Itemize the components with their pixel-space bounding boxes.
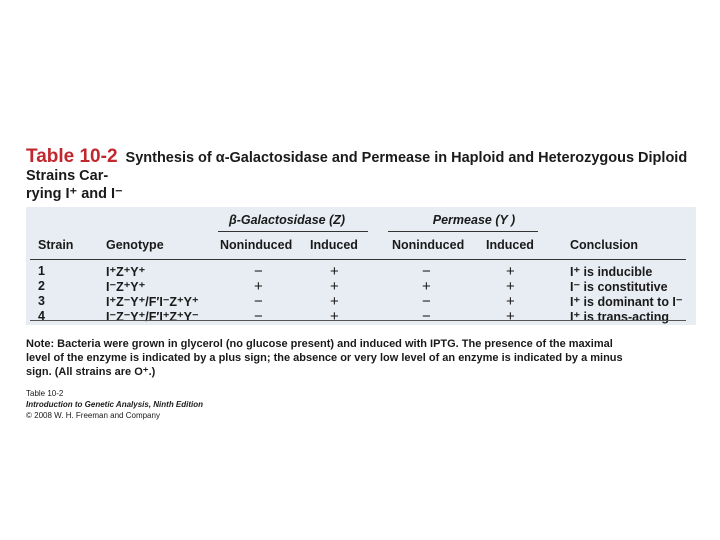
caption-text-line1: Synthesis of α-Galactosidase and Permease in Haploid and Heterozygous Diploid Strains Car- xyxy=(26,150,688,184)
group-rule-permease xyxy=(388,231,538,232)
cell-perm-noninduced: + xyxy=(422,278,431,295)
group-rule-galactosidase xyxy=(218,231,368,232)
cell-strain: 2 xyxy=(38,279,45,293)
cell-genotype: I⁻Z⁻Y⁺/F′I⁺Z⁺Y⁻ xyxy=(106,310,199,324)
source-credit xyxy=(26,388,696,421)
cell-perm-induced: + xyxy=(506,263,515,280)
table-row xyxy=(26,294,696,309)
col-header-genotype: Genotype xyxy=(106,238,164,252)
cell-conclusion: I⁺ is inducible xyxy=(570,265,653,279)
table-number: Table 10-2 xyxy=(26,146,118,167)
cell-gal-noninduced: + xyxy=(254,278,263,295)
cell-strain: 1 xyxy=(38,264,45,278)
cell-perm-noninduced: − xyxy=(422,308,431,325)
col-header-conclusion: Conclusion xyxy=(570,238,639,252)
cell-conclusion: I⁻ is constitutive xyxy=(570,280,668,294)
header-row xyxy=(26,238,696,258)
group-header-galactosidase: β-Galactosidase (Z) xyxy=(228,213,346,227)
cell-gal-induced: + xyxy=(330,308,339,325)
cell-gal-noninduced: − xyxy=(254,293,263,310)
table-row xyxy=(26,309,696,324)
col-header-gal-noninduced: Noninduced xyxy=(220,238,293,252)
table-row xyxy=(26,279,696,294)
cell-perm-noninduced: − xyxy=(422,293,431,310)
table-row xyxy=(26,264,696,279)
cell-genotype: I⁻Z⁺Y⁺ xyxy=(106,280,146,294)
col-header-gal-induced: Induced xyxy=(310,238,358,252)
table-figure xyxy=(26,148,696,421)
cell-genotype: I⁺Z⁺Y⁺ xyxy=(106,265,146,279)
credit-table-ref: Table 10-2 xyxy=(26,389,64,398)
table-caption xyxy=(26,148,696,203)
cell-gal-noninduced: − xyxy=(254,308,263,325)
cell-gal-noninduced: − xyxy=(254,263,263,280)
cell-genotype: I⁺Z⁻Y⁺/F′I⁻Z⁺Y⁺ xyxy=(106,295,199,309)
cell-perm-induced: + xyxy=(506,293,515,310)
cell-gal-induced: + xyxy=(330,263,339,280)
bottom-rule xyxy=(30,320,686,321)
cell-gal-induced: + xyxy=(330,293,339,310)
table-note: Note: Bacteria were grown in glycerol (no glucose present) and induced with IPTG. The presence of the maximal level of the enzyme is indicated by a plus sign; the absence or very low level of an enzyme is indicated by a minus sign. (All strains are O⁺.) xyxy=(26,338,623,378)
cell-conclusion: I⁺ is trans-acting xyxy=(570,310,669,324)
col-header-strain: Strain xyxy=(38,238,74,252)
caption-text-line2: rying I⁺ and I⁻ xyxy=(26,186,123,202)
cell-perm-induced: + xyxy=(506,278,515,295)
col-header-perm-noninduced: Noninduced xyxy=(392,238,465,252)
header-rule xyxy=(30,259,686,260)
cell-gal-induced: + xyxy=(330,278,339,295)
cell-strain: 3 xyxy=(38,294,45,308)
cell-perm-noninduced: − xyxy=(422,263,431,280)
cell-perm-induced: + xyxy=(506,308,515,325)
credit-copyright: © 2008 W. H. Freeman and Company xyxy=(26,411,160,420)
cell-strain: 4 xyxy=(38,309,45,323)
credit-book-title: Introduction to Genetic Analysis, Ninth Edition xyxy=(26,400,204,409)
col-header-perm-induced: Induced xyxy=(486,238,534,252)
data-table xyxy=(26,207,696,325)
cell-conclusion: I⁺ is dominant to I⁻ xyxy=(570,295,683,309)
group-header-permease: Permease (Y ) xyxy=(432,213,516,227)
